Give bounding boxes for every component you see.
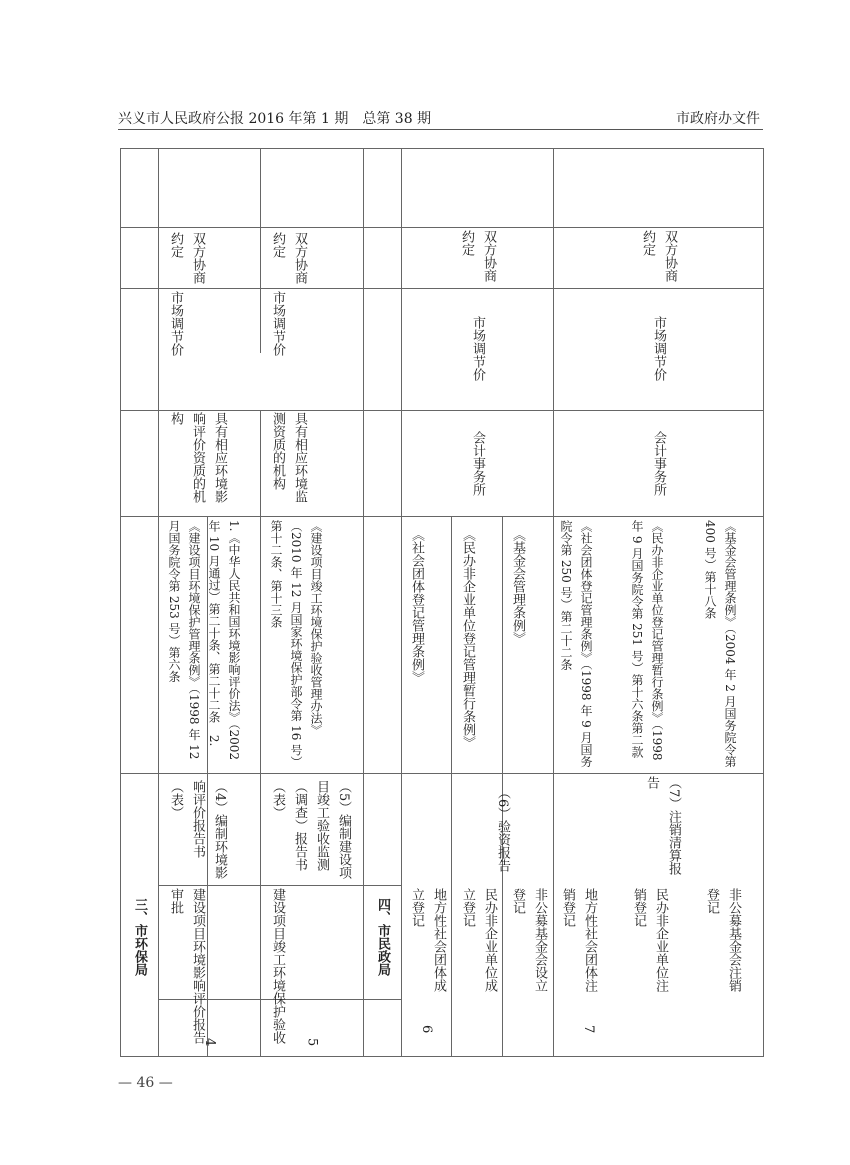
row6-item-foundation: 非公募基金会设立登记 [510,888,547,992]
row6-pricing: 双方协商约定 [459,230,496,282]
row7-number: 7 [581,1024,596,1034]
row6-number: 6 [419,1024,434,1034]
row6-charge-method: 市场调节价 [470,316,485,381]
row7-item-foundation: 非公募基金会注销登记 [704,888,741,992]
row7-charge-method: 市场调节价 [651,316,666,381]
row4-number: 4 [202,1037,217,1047]
row4-item: 建设项目环境影响评价报告审批 [168,888,205,1044]
section-header-civil-affairs: 四、市民政局 [375,898,390,976]
row7-material: （7）注销清算报告 [644,776,681,876]
service-fee-table [120,148,764,1057]
row4-service-provider: 具有相应环境影响评价资质的机构 [168,412,227,503]
bulletin-title: 兴义市人民政府公报 2016 年第 1 期 总第 38 期 [118,111,432,127]
row4-charge-method: 市场调节价 [168,291,183,356]
row4-pricing: 双方协商约定 [168,232,205,284]
row5-material: （5）编制建设项目竣工验收监测（调查）报告书（表） [270,780,351,880]
row6-item-private-nonenterprise: 民办非企业单位成立登记 [460,888,497,992]
row5-pricing: 双方协商约定 [270,232,307,284]
document-category: 市政府办文件 [676,111,760,127]
row6-basis-social-group: 《社会团体登记管理条例》 [409,528,424,684]
row7-pricing: 双方协商约定 [640,230,677,282]
row6-material: （6）验资报告 [495,785,510,873]
row7-basis-social-group: 《社会团体登记管理条例》（1998 年 9 月国务院令第 250 号）第二十二条 [559,520,593,768]
row7-item-social-group: 地方性社会团体注销登记 [560,888,597,992]
row6-item-social-group: 地方性社会团体成立登记 [409,888,446,992]
row5-number: 5 [304,1037,320,1047]
row7-basis-foundation: 《基金会管理条例》（2004 年 2 月国务院令第 400 号）第十八条 [703,520,737,768]
row5-service-provider: 具有相应环境监测资质的机构 [270,412,307,503]
row5-legal-basis: 《建设项目竣工环境保护验收管理办法》（2010 年 12 月国家环境保护部令第 16 号）第十二条、第十三条 [269,520,323,769]
row7-item-private-nonenterprise: 民办非企业单位注销登记 [631,888,668,992]
row6-basis-private-nonenterprise: 《民办非企业单位登记管理暂行条例》 [460,528,475,749]
row4-legal-basis: 1.《中华人民共和国环境影响评价法》（2002 年 10 月通过）第二十条、第二十二条 2.《建设项目环境保护管理条例》（1998 年 12 月国务院令第 253 号）第六条 [167,520,241,760]
row7-basis-private-nonenterprise: 《民办非企业单位登记管理暂行条例》（1998 年 9 月国务院令第 251 号）第十六条第二款 [630,520,664,761]
section-header-environment: 三、市环保局 [132,898,147,976]
row4-material: （4）编制环境影响评价报告书（表） [168,780,227,880]
row5-charge-method: 市场调节价 [270,291,285,356]
header-rule [118,129,763,130]
page-number: — 46 — [118,1075,173,1091]
row6-basis-foundation: 《基金会管理条例》 [510,528,525,645]
row7-service-provider: 会计事务所 [651,430,666,496]
row5-item: 建设项目竣工环境保护验收 [270,888,285,1044]
row6-service-provider: 会计事务所 [470,430,485,496]
